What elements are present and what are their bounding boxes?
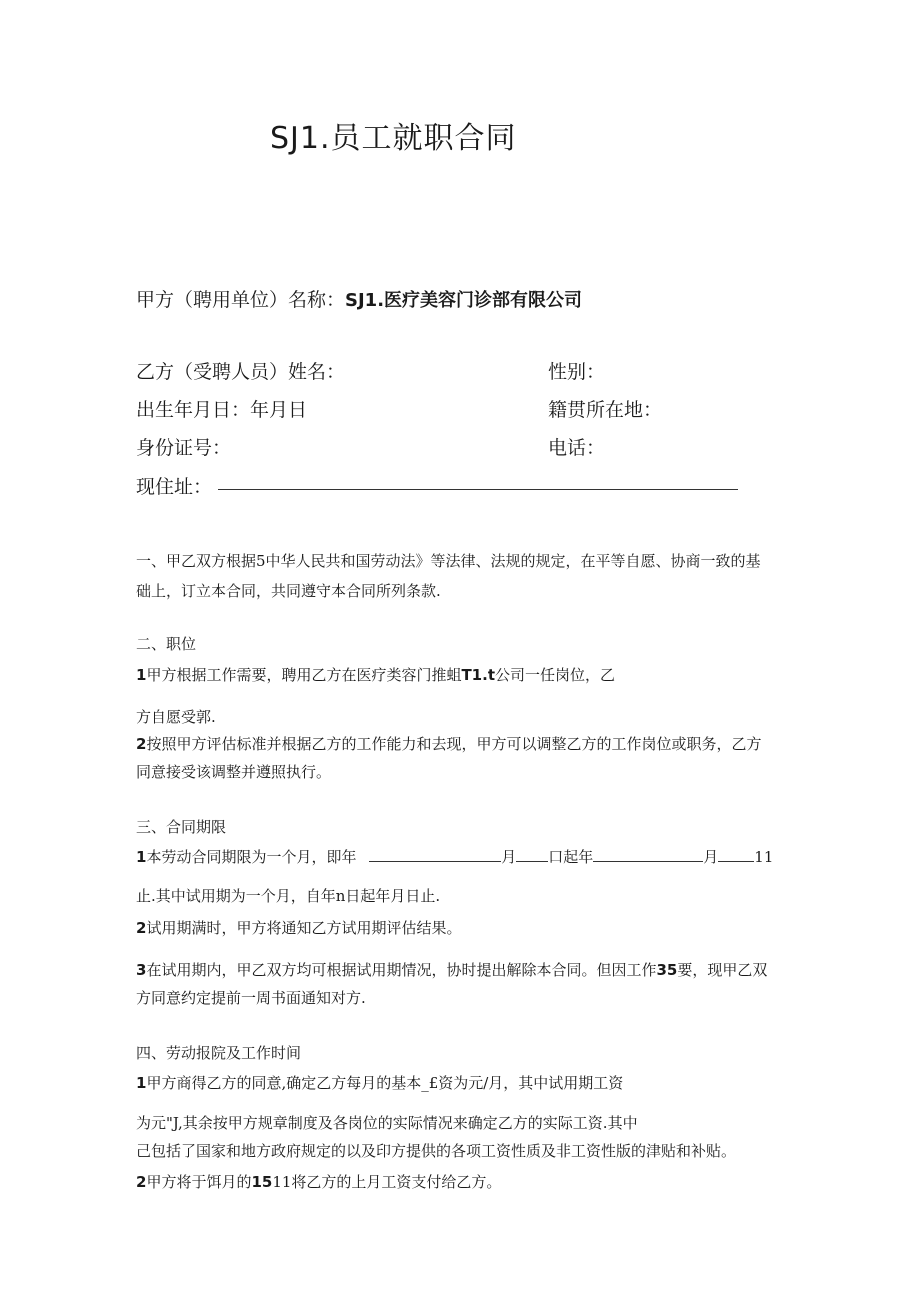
section4-item2-b: 11将乙方的上月工资支付给乙方。 [272, 1173, 502, 1191]
section4-item1-number: 1 [136, 1074, 147, 1092]
section2-item1-text: 甲方根据工作需要，聘用乙方在医疗类容门推蛆 [146, 666, 462, 684]
section3-item3-number: 3 [136, 961, 147, 979]
end-day-blank [718, 847, 754, 862]
section3-item1-line2: 止.其中试用期为一个月，自年n日起年月日止. [136, 887, 441, 905]
party-b-gender-label: 性别： [548, 361, 606, 383]
section3-item2 [136, 917, 461, 938]
section3-item2-text: 试用期满时，甲方将通知乙方试用期评估结果。 [146, 919, 462, 937]
party-b-id-label: 身份证号： [136, 437, 232, 459]
section4-item2-bold: 15 [251, 1173, 273, 1191]
section4-heading: 四、劳动报院及工作时间 [136, 1044, 302, 1062]
section4-item1 [136, 1072, 623, 1093]
section3-item1-e: 11 [754, 848, 774, 866]
start-year-blank [369, 847, 501, 862]
section2-item1-tail: 公司一任岗位，乙 [495, 666, 616, 684]
document-title: SJ1.员工就职合同 [270, 121, 517, 156]
party-b-birth-label: 出生年月日：年月日 [136, 399, 308, 421]
section2-item2-text: 按照甲方评估标准并根据乙方的工作能力和去现，甲方可以调整乙方的工作岗位或职务，乙方 [146, 735, 762, 753]
section4-item2 [136, 1171, 501, 1192]
section3-item1-c: 口起年 [548, 848, 594, 866]
end-year-blank [593, 847, 703, 862]
section2-heading: 二、职位 [136, 635, 197, 653]
section3-item3-line2: 方同意约定提前一周书面通知对方. [136, 989, 366, 1007]
section2-item1-number: 1 [136, 666, 147, 684]
section3-item2-number: 2 [136, 919, 147, 937]
section2-item1 [136, 664, 615, 685]
section3-item1-b: 月 [501, 848, 517, 866]
party-b-phone-label: 电话： [548, 437, 606, 459]
section4-item2-number: 2 [136, 1173, 147, 1191]
section3-item1 [136, 846, 773, 867]
section3-item3-a: 在试用期内，甲乙双方均可根据试用期情况，协时提出解除本合同。但因工作 [146, 961, 657, 979]
section3-item1-d: 月 [703, 848, 719, 866]
section4-item1-text: 甲方商得乙方的同意,确定乙方每月的基本_£资为元/月，其中试用期工资 [146, 1074, 624, 1092]
start-day-blank [516, 847, 548, 862]
section1-line2: 础上，订立本合同，共同遵守本合同所列条款. [136, 582, 441, 600]
section3-item3 [136, 959, 767, 980]
section3-item1-number: 1 [136, 848, 147, 866]
section2-item2-number: 2 [136, 735, 147, 753]
party-a-label: 甲方（聘用单位）名称： [136, 289, 346, 311]
party-b-name-label: 乙方（受聘人员）姓名： [136, 361, 346, 383]
section4-item2-a: 甲方将于饵月的 [146, 1173, 252, 1191]
section4-item1-line3: 己包括了国家和地方政府规定的以及印方提供的各项工资性质及非工资性版的津贴和补贴。 [136, 1142, 737, 1160]
section1-line1: 一、甲乙双方根据5中华人民共和国劳动法》等法律、法规的规定，在平等自愿、协商一致的基 [136, 552, 761, 570]
address-fill-line [218, 489, 738, 490]
section2-item2-line2: 同意接受该调整并遵照执行。 [136, 763, 332, 781]
section3-item3-b: 要，现甲乙双 [677, 961, 768, 979]
section2-item2 [136, 733, 761, 754]
party-b-address-label: 现住址： [136, 476, 213, 498]
party-a-row [136, 285, 582, 312]
section2-item1-line2: 方自愿受郭. [136, 708, 216, 726]
section3-item3-bold: 35 [656, 961, 678, 979]
section3-heading: 三、合同期限 [136, 818, 227, 836]
section3-item1-a: 本劳动合同期限为一个月，即年 [146, 848, 357, 866]
party-a-company-name: SJ1.医疗美容门诊部有限公司 [345, 290, 583, 311]
section2-item1-bold: T1.t [461, 666, 495, 684]
party-b-origin-label: 籍贯所在地： [548, 399, 663, 421]
section4-item1-line2: 为元"J,其余按甲方规章制度及各岗位的实际情况来确定乙方的实际工资.其中 [136, 1114, 638, 1132]
